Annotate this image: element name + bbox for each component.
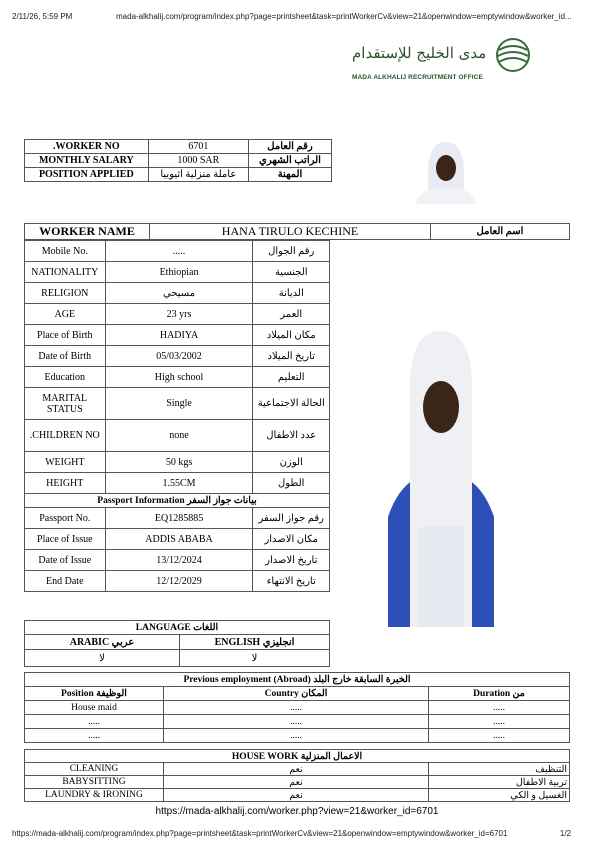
housework-ar: التنظيف <box>429 763 570 776</box>
detail-label: AGE <box>25 304 106 325</box>
table-row <box>25 325 330 346</box>
page-number: 1/2 <box>559 829 571 838</box>
table-row <box>25 388 330 420</box>
table-row <box>25 283 330 304</box>
detail-label: HEIGHT <box>25 473 106 494</box>
detail-value: 23 yrs <box>105 304 253 325</box>
salary-value: 1000 SAR <box>148 154 248 168</box>
detail-ar: الجنسية <box>253 262 330 283</box>
table-row <box>25 621 330 635</box>
table-row <box>25 750 570 763</box>
detail-ar: الوزن <box>253 452 330 473</box>
employment-country: ..... <box>164 729 429 743</box>
company-logo <box>352 34 532 94</box>
housework-label: LAUNDRY & IRONING <box>25 789 164 802</box>
table-row <box>25 715 570 729</box>
detail-ar: مكان الميلاد <box>253 325 330 346</box>
employment-duration: ..... <box>429 729 570 743</box>
detail-ar: الديانة <box>253 283 330 304</box>
worker-name-label: WORKER NAME <box>25 224 150 240</box>
worker-name-table <box>24 223 570 240</box>
language-arabic-label: ARABIC عربي <box>25 635 180 650</box>
table-row <box>25 729 570 743</box>
table-row <box>25 635 330 650</box>
table-row <box>25 571 330 592</box>
passport-ar: تاريخ الانتهاء <box>253 571 330 592</box>
table-row <box>25 224 570 240</box>
language-arabic-value: لا <box>25 650 180 667</box>
housework-table <box>24 749 570 802</box>
table-row <box>25 304 330 325</box>
employment-duration: ..... <box>429 715 570 729</box>
language-title: LANGUAGE اللغات <box>25 621 330 635</box>
detail-ar: الحالة الاجتماعية <box>253 388 330 420</box>
table-row <box>25 420 330 452</box>
passport-label: Date of Issue <box>25 550 106 571</box>
print-footer <box>12 829 581 838</box>
salary-label: MONTHLY SALARY <box>25 154 149 168</box>
detail-value: High school <box>105 367 253 388</box>
logo-arabic-text: مدى الخليج للإستقدام <box>352 44 487 62</box>
table-row <box>25 494 330 508</box>
table-row <box>25 241 330 262</box>
table-row <box>25 140 332 154</box>
logo-english-text: MADA ALKHALIJ RECRUITMENT OFFICE <box>352 74 483 81</box>
detail-label: Place of Birth <box>25 325 106 346</box>
housework-title: HOUSE WORK الاعمال المنزلية <box>25 750 570 763</box>
worker-photo-small <box>402 134 490 204</box>
detail-label: Mobile No. <box>25 241 106 262</box>
employment-col-country: Country المكان <box>164 687 429 701</box>
detail-value: Ethiopian <box>105 262 253 283</box>
detail-value: ..... <box>105 241 253 262</box>
employment-col-duration: Duration من <box>429 687 570 701</box>
table-row <box>25 776 570 789</box>
table-row <box>25 154 332 168</box>
detail-ar: العمر <box>253 304 330 325</box>
table-row <box>25 529 330 550</box>
passport-value: ADDIS ABABA <box>105 529 253 550</box>
detail-label: Education <box>25 367 106 388</box>
employment-country: ..... <box>164 701 429 715</box>
worker-name-ar: اسم العامل <box>431 224 570 240</box>
detail-ar: تاريخ الميلاد <box>253 346 330 367</box>
employment-duration: ..... <box>429 701 570 715</box>
detail-label: NATIONALITY <box>25 262 106 283</box>
housework-value: نعم <box>164 789 429 802</box>
table-row <box>25 452 330 473</box>
details-table <box>24 240 330 592</box>
table-row <box>25 789 570 802</box>
table-row <box>25 262 330 283</box>
worker-link[interactable]: https://mada-alkhalij.com/worker.php?view=21&worker_id=6701 <box>24 806 570 822</box>
housework-label: BABYSITTING <box>25 776 164 789</box>
detail-value: Single <box>105 388 253 420</box>
employment-position: ..... <box>25 715 164 729</box>
detail-label: .CHILDREN NO <box>25 420 106 452</box>
table-row <box>25 650 330 667</box>
table-row <box>25 550 330 571</box>
passport-value: 12/12/2029 <box>105 571 253 592</box>
table-row <box>25 346 330 367</box>
housework-ar: تربية الاطفال <box>429 776 570 789</box>
table-row <box>25 367 330 388</box>
housework-label: CLEANING <box>25 763 164 776</box>
position-label: POSITION APPLIED <box>25 168 149 182</box>
detail-value: 05/03/2002 <box>105 346 253 367</box>
language-english-label: ENGLISH انجليزي <box>180 635 330 650</box>
detail-value: HADIYA <box>105 325 253 346</box>
passport-value: EQ1285885 <box>105 508 253 529</box>
passport-label: Passport No. <box>25 508 106 529</box>
worker-no-label: .WORKER NO <box>25 140 149 154</box>
language-table <box>24 620 330 667</box>
detail-label: MARITAL STATUS <box>25 388 106 420</box>
passport-ar: مكان الاصدار <box>253 529 330 550</box>
detail-label: WEIGHT <box>25 452 106 473</box>
detail-ar: عدد الاطفال <box>253 420 330 452</box>
language-english-value: لا <box>180 650 330 667</box>
detail-value: none <box>105 420 253 452</box>
passport-value: 13/12/2024 <box>105 550 253 571</box>
table-row <box>25 168 332 182</box>
housework-value: نعم <box>164 763 429 776</box>
worker-no-ar: رقم العامل <box>249 140 332 154</box>
table-row <box>25 473 330 494</box>
employment-country: ..... <box>164 715 429 729</box>
table-row <box>25 763 570 776</box>
footer-url: https://mada-alkhalij.com/program/index.php?page=printsheet&task=printWorkerCv&view=21&openwindow=emptywindow&worker_id=6701 <box>12 829 508 838</box>
employment-position: House maid <box>25 701 164 715</box>
worker-photo-large <box>388 327 494 627</box>
employment-title: Previous employment (Abroad) الخبرة السابقة خارج البلد <box>25 673 570 687</box>
passport-title: Passport Information بيانات جواز السفر <box>25 494 330 508</box>
salary-ar: الراتب الشهري <box>249 154 332 168</box>
details-section <box>24 240 330 592</box>
detail-label: Date of Birth <box>25 346 106 367</box>
logo-globe-icon <box>494 36 532 74</box>
position-value: عاملة منزلية اثيوبيا <box>148 168 248 182</box>
table-row <box>25 673 570 687</box>
print-url: mada-alkhalij.com/program/index.php?page=printsheet&task=printWorkerCv&view=21&openwindow=emptywindow&worker_id... <box>116 12 572 21</box>
detail-ar: الطول <box>253 473 330 494</box>
detail-value: 50 kgs <box>105 452 253 473</box>
worker-no-value: 6701 <box>148 140 248 154</box>
table-row <box>25 701 570 715</box>
print-timestamp: 2/11/26, 5:59 PM <box>12 12 73 21</box>
housework-ar: الغسيل و الكي <box>429 789 570 802</box>
passport-label: End Date <box>25 571 106 592</box>
detail-value: 1.55CM <box>105 473 253 494</box>
position-ar: المهنة <box>249 168 332 182</box>
table-row <box>25 687 570 701</box>
passport-ar: تاريخ الاصدار <box>253 550 330 571</box>
table-row <box>25 508 330 529</box>
housework-value: نعم <box>164 776 429 789</box>
summary-table <box>24 139 332 182</box>
passport-ar: رقم جواز السفر <box>253 508 330 529</box>
worker-name-value: HANA TIRULO KECHINE <box>150 224 431 240</box>
detail-value: مسيحي <box>105 283 253 304</box>
detail-ar: التعليم <box>253 367 330 388</box>
detail-label: RELIGION <box>25 283 106 304</box>
employment-position: ..... <box>25 729 164 743</box>
passport-label: Place of Issue <box>25 529 106 550</box>
employment-table <box>24 672 570 743</box>
detail-ar: رقم الجوال <box>253 241 330 262</box>
employment-col-position: Position الوظيفة <box>25 687 164 701</box>
